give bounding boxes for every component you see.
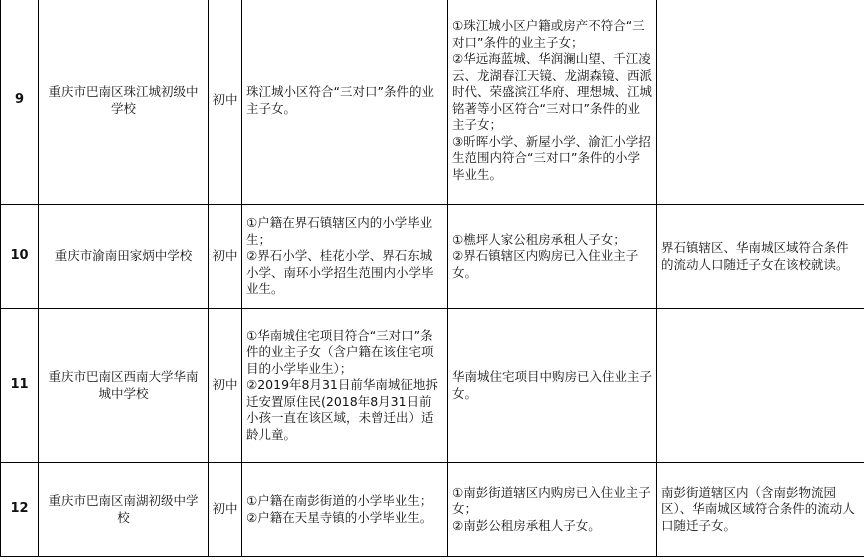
second-priority-cell xyxy=(448,463,657,557)
cell-text-line: ②华远海蓝城、华润澜山望、千江凌云、龙湖春江天镜、龙湖森镜、西派时代、荣盛滨江华府、理想城、江城铭著等小区符合“三对口”条件的业主子女； xyxy=(452,51,653,132)
table-body xyxy=(1,0,864,557)
row-number-cell: 11 xyxy=(1,309,39,463)
migrant-children-cell xyxy=(657,205,864,309)
cell-text-line: ①南彭街道辖区内购房已入住业主子女； xyxy=(452,484,651,517)
school-level-cell: 初中 xyxy=(209,309,242,463)
cell-text-line: ①樵坪人家公租房承租人子女； xyxy=(452,231,626,247)
row-number-cell: 10 xyxy=(1,205,39,309)
school-name-cell: 重庆市渝南田家炳中学校 xyxy=(39,205,209,309)
second-priority-cell xyxy=(448,205,657,309)
cell-text-line: ①珠江城小区户籍或房产不符合“三对口”条件的业主子女； xyxy=(452,18,645,50)
migrant-children-cell xyxy=(657,463,864,557)
cell-text-line: 南彭街道辖区内（含南彭物流园区）、华南城区域符合条件的流动人口随迁子女。 xyxy=(661,484,855,533)
migrant-children-cell xyxy=(657,309,864,463)
cell-text-line: ②南彭公租房承租人子女。 xyxy=(452,517,601,533)
table-row xyxy=(1,205,864,309)
row-number-cell: 9 xyxy=(1,0,39,205)
cell-text-line: 珠江城小区符合“三对口”条件的业主子女。 xyxy=(246,84,434,116)
second-priority-cell xyxy=(448,0,657,205)
school-name-cell: 重庆市巴南区西南大学华南城中学校 xyxy=(39,309,209,463)
migrant-children-cell xyxy=(657,0,864,205)
cell-text-line: ①户籍在南彭街道的小学毕业生； xyxy=(246,493,433,508)
cell-text-line: 界石镇辖区、华南城区域符合条件的流动人口随迁子女在该校就读。 xyxy=(661,240,849,272)
school-level-cell: 初中 xyxy=(209,463,242,557)
school-level-cell: 初中 xyxy=(209,0,242,205)
first-priority-cell xyxy=(242,463,448,557)
cell-text-line: ②2019年8月31日前华南城征地拆迁安置原住民(2018年8月31日前小孩一直在该区域，未曾迁出）适龄儿童。 xyxy=(246,377,438,442)
first-priority-cell xyxy=(242,309,448,463)
cell-text-line: 华南城住宅项目中购房已入住业主子女。 xyxy=(452,369,653,401)
table-row xyxy=(1,0,864,205)
first-priority-cell xyxy=(242,205,448,309)
second-priority-cell xyxy=(448,309,657,463)
cell-text-line: ②户籍在天星寺镇的小学毕业生。 xyxy=(246,509,433,525)
school-level-cell: 初中 xyxy=(209,205,242,309)
first-priority-cell xyxy=(242,0,448,205)
table-row xyxy=(1,463,864,557)
cell-text-line: ②界石小学、桂花小学、界石东城小学、南环小学招生范围内小学毕业生。 xyxy=(246,248,434,297)
cell-text-line: ①户籍在界石镇辖区内的小学毕业生； xyxy=(246,215,433,247)
school-name-cell: 重庆市巴南区南湖初级中学校 xyxy=(39,463,209,557)
table-row xyxy=(1,309,864,463)
row-number-cell: 12 xyxy=(1,463,39,557)
cell-text-line: ①华南城住宅项目符合“三对口”条件的业主子女（含户籍在该住宅项目的小学毕业生）； xyxy=(246,327,434,376)
cell-text-line: ③昕晖小学、新屋小学、渝汇小学招生范围内符合“三对口”条件的小学毕业生。 xyxy=(452,133,651,182)
school-name-cell: 重庆市巴南区珠江城初级中学校 xyxy=(39,0,209,205)
cell-text-line: ②界石镇辖区内购房已入住业主子女。 xyxy=(452,248,639,280)
